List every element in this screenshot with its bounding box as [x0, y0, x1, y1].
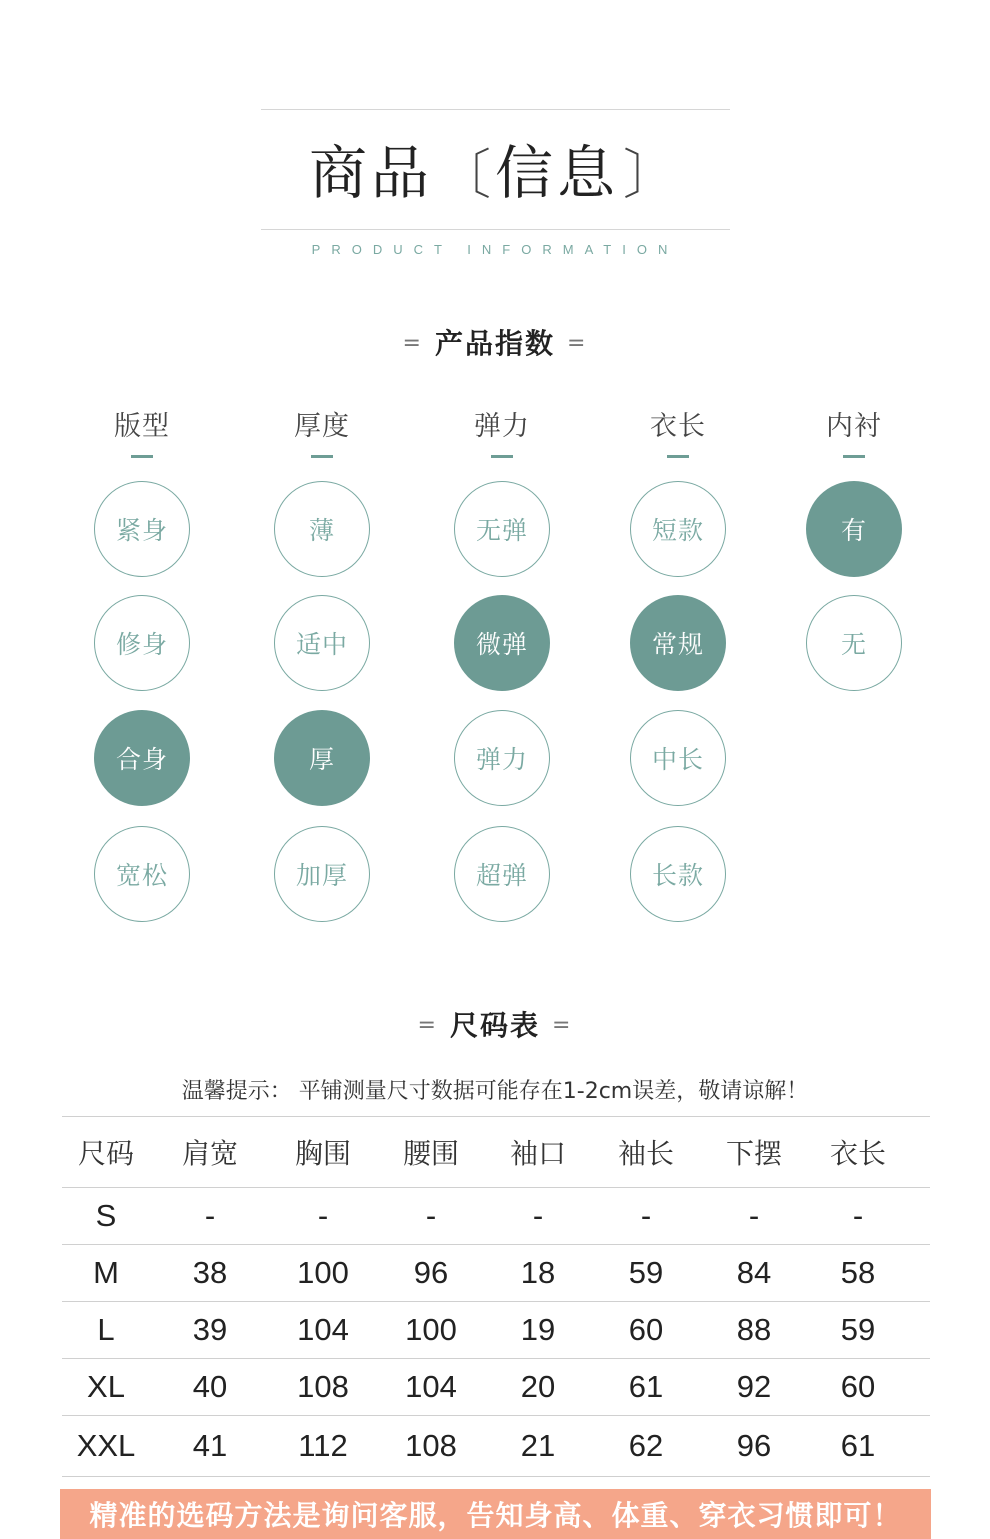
index-option: 薄: [274, 481, 370, 577]
size-label-cell: XXL: [76, 1428, 136, 1463]
title-bracket-close: 〕: [623, 143, 678, 206]
table-cell: 21: [520, 1428, 556, 1463]
table-cell: 96: [736, 1428, 772, 1463]
index-option: 加厚: [274, 826, 370, 922]
measurement-note: 温馨提示： 平铺测量尺寸数据可能存在1-2cm误差，敬请谅解！: [181, 1079, 809, 1104]
column-label: 内衬: [826, 411, 882, 442]
title-part-2: 信息: [495, 139, 620, 207]
table-header-cell: 腰围: [402, 1137, 459, 1170]
index-option-selected: 微弹: [454, 595, 550, 691]
index-option-selected: 有: [806, 481, 902, 577]
table-header-cell: 尺码: [77, 1137, 134, 1170]
eq-right-decor: =: [552, 1013, 573, 1038]
table-cell: 18: [520, 1255, 556, 1290]
index-option-selected: 常规: [630, 595, 726, 691]
table-header-cell: 肩宽: [181, 1137, 238, 1170]
index-option: 修身: [94, 595, 190, 691]
table-cell: 112: [298, 1428, 348, 1463]
table-cell: -: [748, 1198, 760, 1233]
table-cell: 104: [297, 1312, 349, 1347]
table-cell: 96: [413, 1255, 449, 1290]
table-cell: 38: [192, 1255, 228, 1290]
page-subtitle: PRODUCT INFORMATION: [311, 242, 679, 257]
table-cell: 59: [840, 1312, 876, 1347]
table-cell: 100: [297, 1255, 349, 1290]
table-header-cell: 袖口: [509, 1137, 566, 1170]
index-option: 适中: [274, 595, 370, 691]
table-cell: 62: [628, 1428, 664, 1463]
table-cell: 108: [297, 1369, 349, 1404]
column-underline: [131, 455, 153, 458]
table-cell: 61: [840, 1428, 876, 1463]
table-cell: -: [852, 1198, 864, 1233]
table-cell: -: [204, 1198, 216, 1233]
table-cell: -: [532, 1198, 544, 1233]
table-row: [62, 1188, 930, 1245]
table-cell: 61: [628, 1369, 664, 1404]
column-label: 版型: [114, 411, 170, 442]
index-option: 超弹: [454, 826, 550, 922]
table-cell: 20: [520, 1369, 556, 1404]
table-cell: 108: [405, 1428, 457, 1463]
table-cell: 84: [736, 1255, 772, 1290]
size-label-cell: S: [95, 1198, 117, 1233]
table-row: [62, 1245, 930, 1302]
index-option: 紧身: [94, 481, 190, 577]
table-cell: 40: [192, 1369, 228, 1404]
title-bracket-open: 〔: [437, 143, 491, 206]
index-column-header: [628, 405, 728, 458]
size-advice-banner: 精准的选码方法是询问客服，告知身高、体重、穿衣习惯即可！: [60, 1489, 931, 1539]
table-cell: -: [317, 1198, 329, 1233]
eq-left-decor: =: [417, 1013, 438, 1038]
table-cell: 92: [736, 1369, 772, 1404]
index-column-header: [452, 405, 552, 458]
table-cell: 100: [405, 1312, 457, 1347]
table-cell: -: [425, 1198, 437, 1233]
table-cell: -: [640, 1198, 652, 1233]
header-top-line: [261, 109, 730, 110]
table-row: [62, 1416, 930, 1477]
table-header-cell: 胸围: [294, 1137, 351, 1170]
table-cell: 39: [192, 1312, 228, 1347]
index-column-header: [92, 405, 192, 458]
index-column-header: [272, 405, 372, 458]
index-option: 弹力: [454, 710, 550, 806]
table-cell: 104: [405, 1369, 457, 1404]
table-cell: 19: [520, 1312, 556, 1347]
table-cell: 88: [736, 1312, 772, 1347]
index-option: 无: [806, 595, 902, 691]
index-title-text: 产品指数: [434, 327, 555, 360]
header-bottom-line: [261, 229, 730, 230]
column-underline: [667, 455, 689, 458]
size-label-cell: M: [93, 1255, 119, 1290]
size-label-cell: XL: [87, 1369, 125, 1404]
index-option: 中长: [630, 710, 726, 806]
size-label-cell: L: [97, 1312, 115, 1347]
index-option-selected: 厚: [274, 710, 370, 806]
index-option-selected: 合身: [94, 710, 190, 806]
index-section-title: [0, 322, 990, 362]
table-cell: 60: [628, 1312, 664, 1347]
column-underline: [491, 455, 513, 458]
table-cell: 58: [840, 1255, 876, 1290]
index-option: 长款: [630, 826, 726, 922]
size-table: [62, 1116, 930, 1477]
index-option: 无弹: [454, 481, 550, 577]
table-header-cell: 下摆: [725, 1137, 782, 1170]
eq-left-decor: =: [402, 331, 423, 356]
table-row: [62, 1302, 930, 1359]
eq-right-decor: =: [567, 331, 588, 356]
table-cell: 41: [192, 1428, 228, 1463]
index-column-header: [804, 405, 904, 458]
size-title-text: 尺码表: [449, 1009, 540, 1042]
index-option: 短款: [630, 481, 726, 577]
size-section-title: [0, 1004, 990, 1044]
table-header-cell: 袖长: [617, 1137, 674, 1170]
table-header-row: [62, 1116, 930, 1188]
column-label: 厚度: [294, 411, 350, 442]
title-part-1: 商品: [308, 139, 433, 207]
table-cell: 60: [840, 1369, 876, 1404]
table-cell: 59: [628, 1255, 664, 1290]
table-row: [62, 1359, 930, 1416]
table-header-cell: 衣长: [829, 1137, 886, 1170]
column-underline: [843, 455, 865, 458]
page-title: [0, 135, 990, 213]
column-label: 衣长: [650, 411, 706, 442]
column-underline: [311, 455, 333, 458]
index-option: 宽松: [94, 826, 190, 922]
column-label: 弹力: [474, 411, 530, 442]
